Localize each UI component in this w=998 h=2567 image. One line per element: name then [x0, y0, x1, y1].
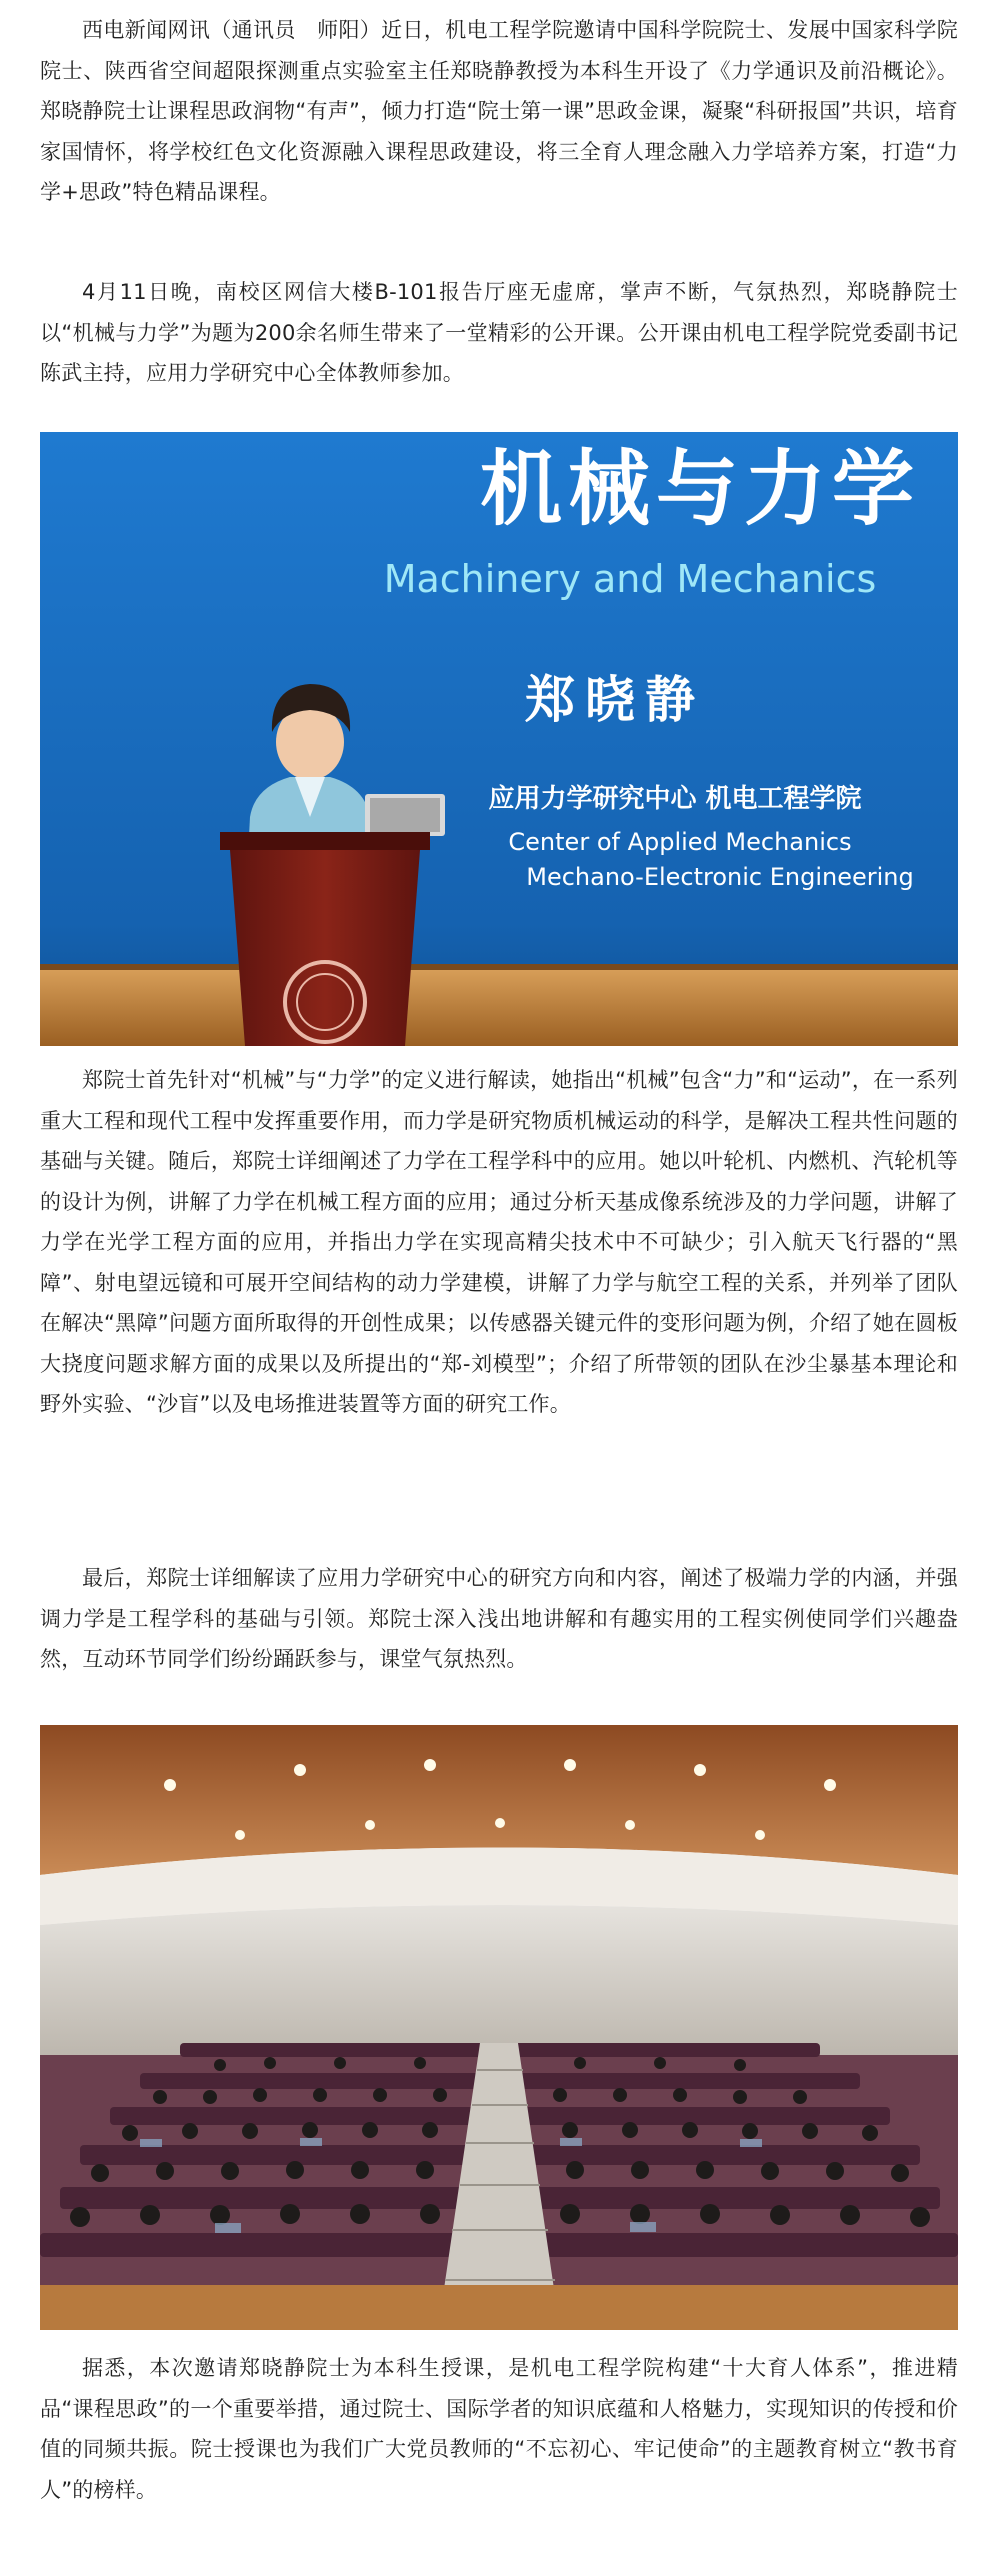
paragraph-significance: 据悉，本次邀请郑晓静院士为本科生授课，是机电工程学院构建“十大育人体系”，推进精品“课程思政”的一个重要举措，通过院士、国际学者的知识底蕴和人格魅力，实现知识的传授和价值的同频共振。院士授课也为我们广大党员教师的“不忘初心、牢记使命”的主题教育树立“教书育人”的榜样。 [40, 2356, 958, 2502]
paragraph-event: 4月11日晚，南校区网信大楼B-101报告厅座无虚席，掌声不断，气氛热烈，郑晓静院士以“机械与力学”为题为200余名师生带来了一堂精彩的公开课。公开课由机电工程学院党委副书记陈武主持，应用力学研究中心全体教师参加。 [40, 280, 958, 385]
podium [220, 832, 430, 1046]
slide-subtitle: Machinery and Mechanics [383, 557, 877, 601]
slide-affiliation-en-2: Mechano-Electronic Engineering [526, 863, 914, 891]
auditorium-audience-photo [40, 1725, 958, 2330]
slide-title: 机械与力学 [479, 442, 921, 537]
paragraph-intro: 西电新闻网讯（通讯员 师阳）近日，机电工程学院邀请中国科学院院士、发展中国家科学院院士、陕西省空间超限探测重点实验室主任郑晓静教授为本科生开设了《力学通识及前沿概论》。郑晓静院士让课程思政润物“有声”，倾力打造“院士第一课”思政金课，凝聚“科研报国”共识，培育家国情怀，将学校红色文化资源融入课程思政建设，将三全育人理念融入力学培养方案，打造“力学+思政”特色精品课程。 [40, 18, 958, 204]
slide-affiliation-en-1: Center of Applied Mechanics [508, 828, 852, 856]
lecture-stage-photo [40, 432, 958, 1046]
paragraph-lecture-content: 郑院士首先针对“机械”与“力学”的定义进行解读，她指出“机械”包含“力”和“运动”，在一系列重大工程和现代工程中发挥重要作用，而力学是研究物质机械运动的科学，是解决工程共性问题的基础与关键。随后，郑院士详细阐述了力学在工程学科中的应用。她以叶轮机、内燃机、汽轮机等的设计为例，讲解了力学在机械工程方面的应用；通过分析天基成像系统涉及的力学问题，讲解了力学在光学工程方面的应用，并指出力学在实现高精尖技术中不可缺少；引入航天飞行器的“黑障”、射电望远镜和可展开空间结构的动力学建模，讲解了力学与航空工程的关系，并列举了团队在解决“黑障”问题方面所取得的开创性成果；以传感器关键元件的变形问题为例，介绍了她在圆板大挠度问题求解方面的成果以及所提出的“郑-刘模型”；介绍了所带领的团队在沙尘暴基本理论和野外实验、“沙盲”以及电场推进装置等方面的研究工作。 [40, 1068, 958, 1416]
paragraph-conclusion: 最后，郑院士详细解读了应用力学研究中心的研究方向和内容，阐述了极端力学的内涵，并强调力学是工程学科的基础与引领。郑院士深入浅出地讲解和有趣实用的工程实例使同学们兴趣盎然，互动环节同学们纷纷踊跃参与，课堂气氛热烈。 [40, 1566, 958, 1671]
slide-speaker: 郑晓静 [525, 671, 705, 729]
slide-affiliation-cn: 应用力学研究中心 机电工程学院 [488, 784, 862, 814]
